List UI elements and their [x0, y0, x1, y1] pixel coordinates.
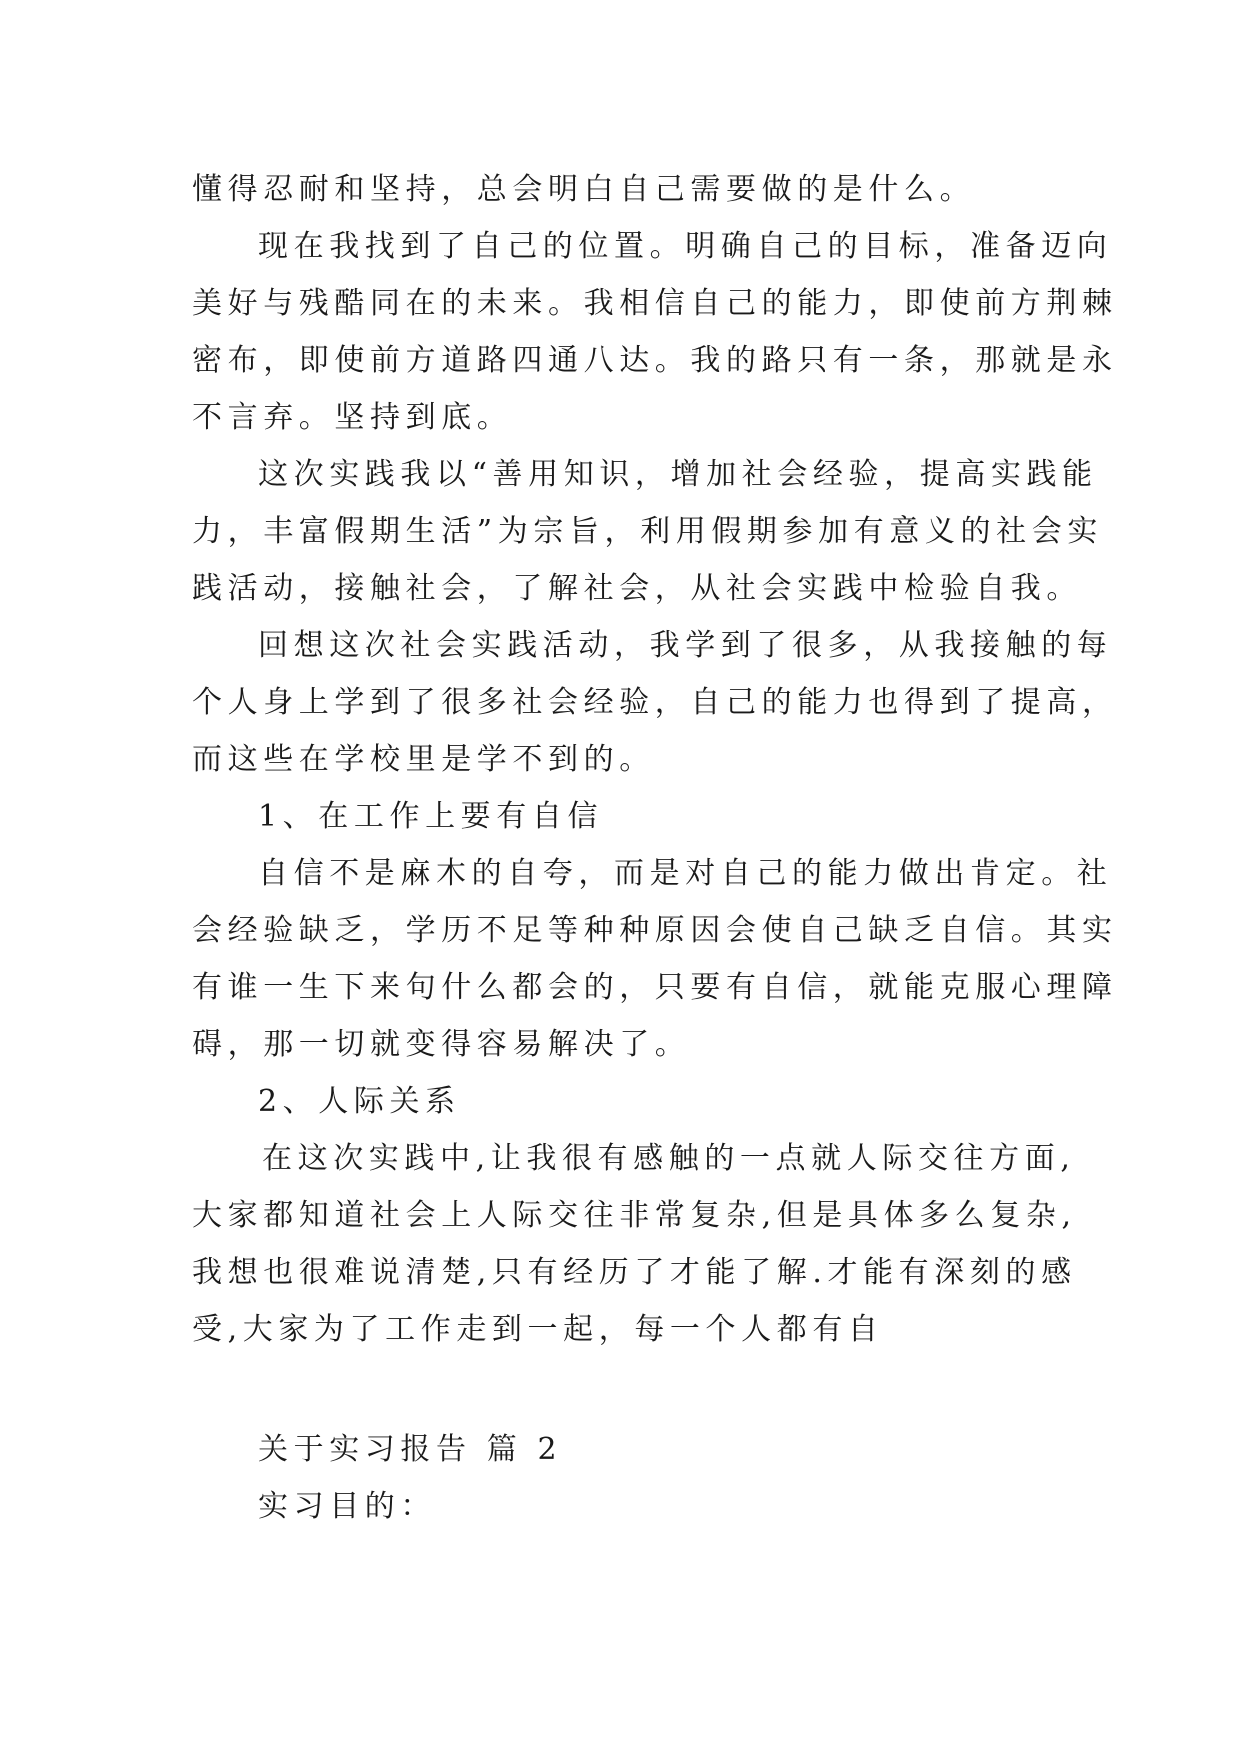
paragraph-line: 而这些在学校里是学不到的。 [192, 742, 655, 777]
paragraph-line: 不言弃。坚持到底。 [192, 400, 513, 435]
paragraph-line: 现在我找到了自己的位置。明确自己的目标，准备迈向 [258, 229, 1113, 264]
section-title: 关于实习报告 篇 2 [258, 1432, 563, 1467]
paragraph-line: 践活动，接触社会，了解社会，从社会实践中检验自我。 [192, 571, 1082, 606]
paragraph-line: 回想这次社会实践活动，我学到了很多，从我接触的每 [258, 628, 1113, 663]
list-heading: 2、人际关系 [258, 1084, 461, 1119]
paragraph-line: 有谁一生下来句什么都会的，只要有自信，就能克服心理障 [192, 970, 1118, 1005]
paragraph-line: 这次实践我以“善用知识，增加社会经验，提高实践能 [258, 457, 1098, 492]
paragraph-line: 会经验缺乏，学历不足等种种原因会使自己缺乏自信。其实 [192, 913, 1118, 948]
list-heading: 1、在工作上要有自信 [258, 799, 604, 834]
paragraph-line: 在这次实践中,让我很有感触的一点就人际交往方面, [262, 1141, 1076, 1176]
subheading: 实习目的： [258, 1489, 436, 1524]
paragraph-line: 受,大家为了工作走到一起，每一个人都有自 [192, 1312, 884, 1347]
paragraph-line: 自信不是麻木的自夸，而是对自己的能力做出肯定。社 [258, 856, 1113, 891]
paragraph-line: 力，丰富假期生活”为宗旨，利用假期参加有意义的社会实 [192, 514, 1103, 549]
paragraph-line: 碍，那一切就变得容易解决了。 [192, 1027, 691, 1062]
paragraph-line: 懂得忍耐和坚持，总会明白自己需要做的是什么。 [192, 172, 976, 207]
paragraph-line: 密布，即使前方道路四通八达。我的路只有一条，那就是永 [192, 343, 1118, 378]
paragraph-line: 个人身上学到了很多社会经验，自己的能力也得到了提高， [192, 685, 1118, 720]
paragraph-line: 美好与残酷同在的未来。我相信自己的能力，即使前方荆棘 [192, 286, 1118, 321]
paragraph-line: 我想也很难说清楚,只有经历了才能了解.才能有深刻的感 [192, 1255, 1077, 1290]
paragraph-line: 大家都知道社会上人际交往非常复杂,但是具体多么复杂, [192, 1198, 1077, 1233]
